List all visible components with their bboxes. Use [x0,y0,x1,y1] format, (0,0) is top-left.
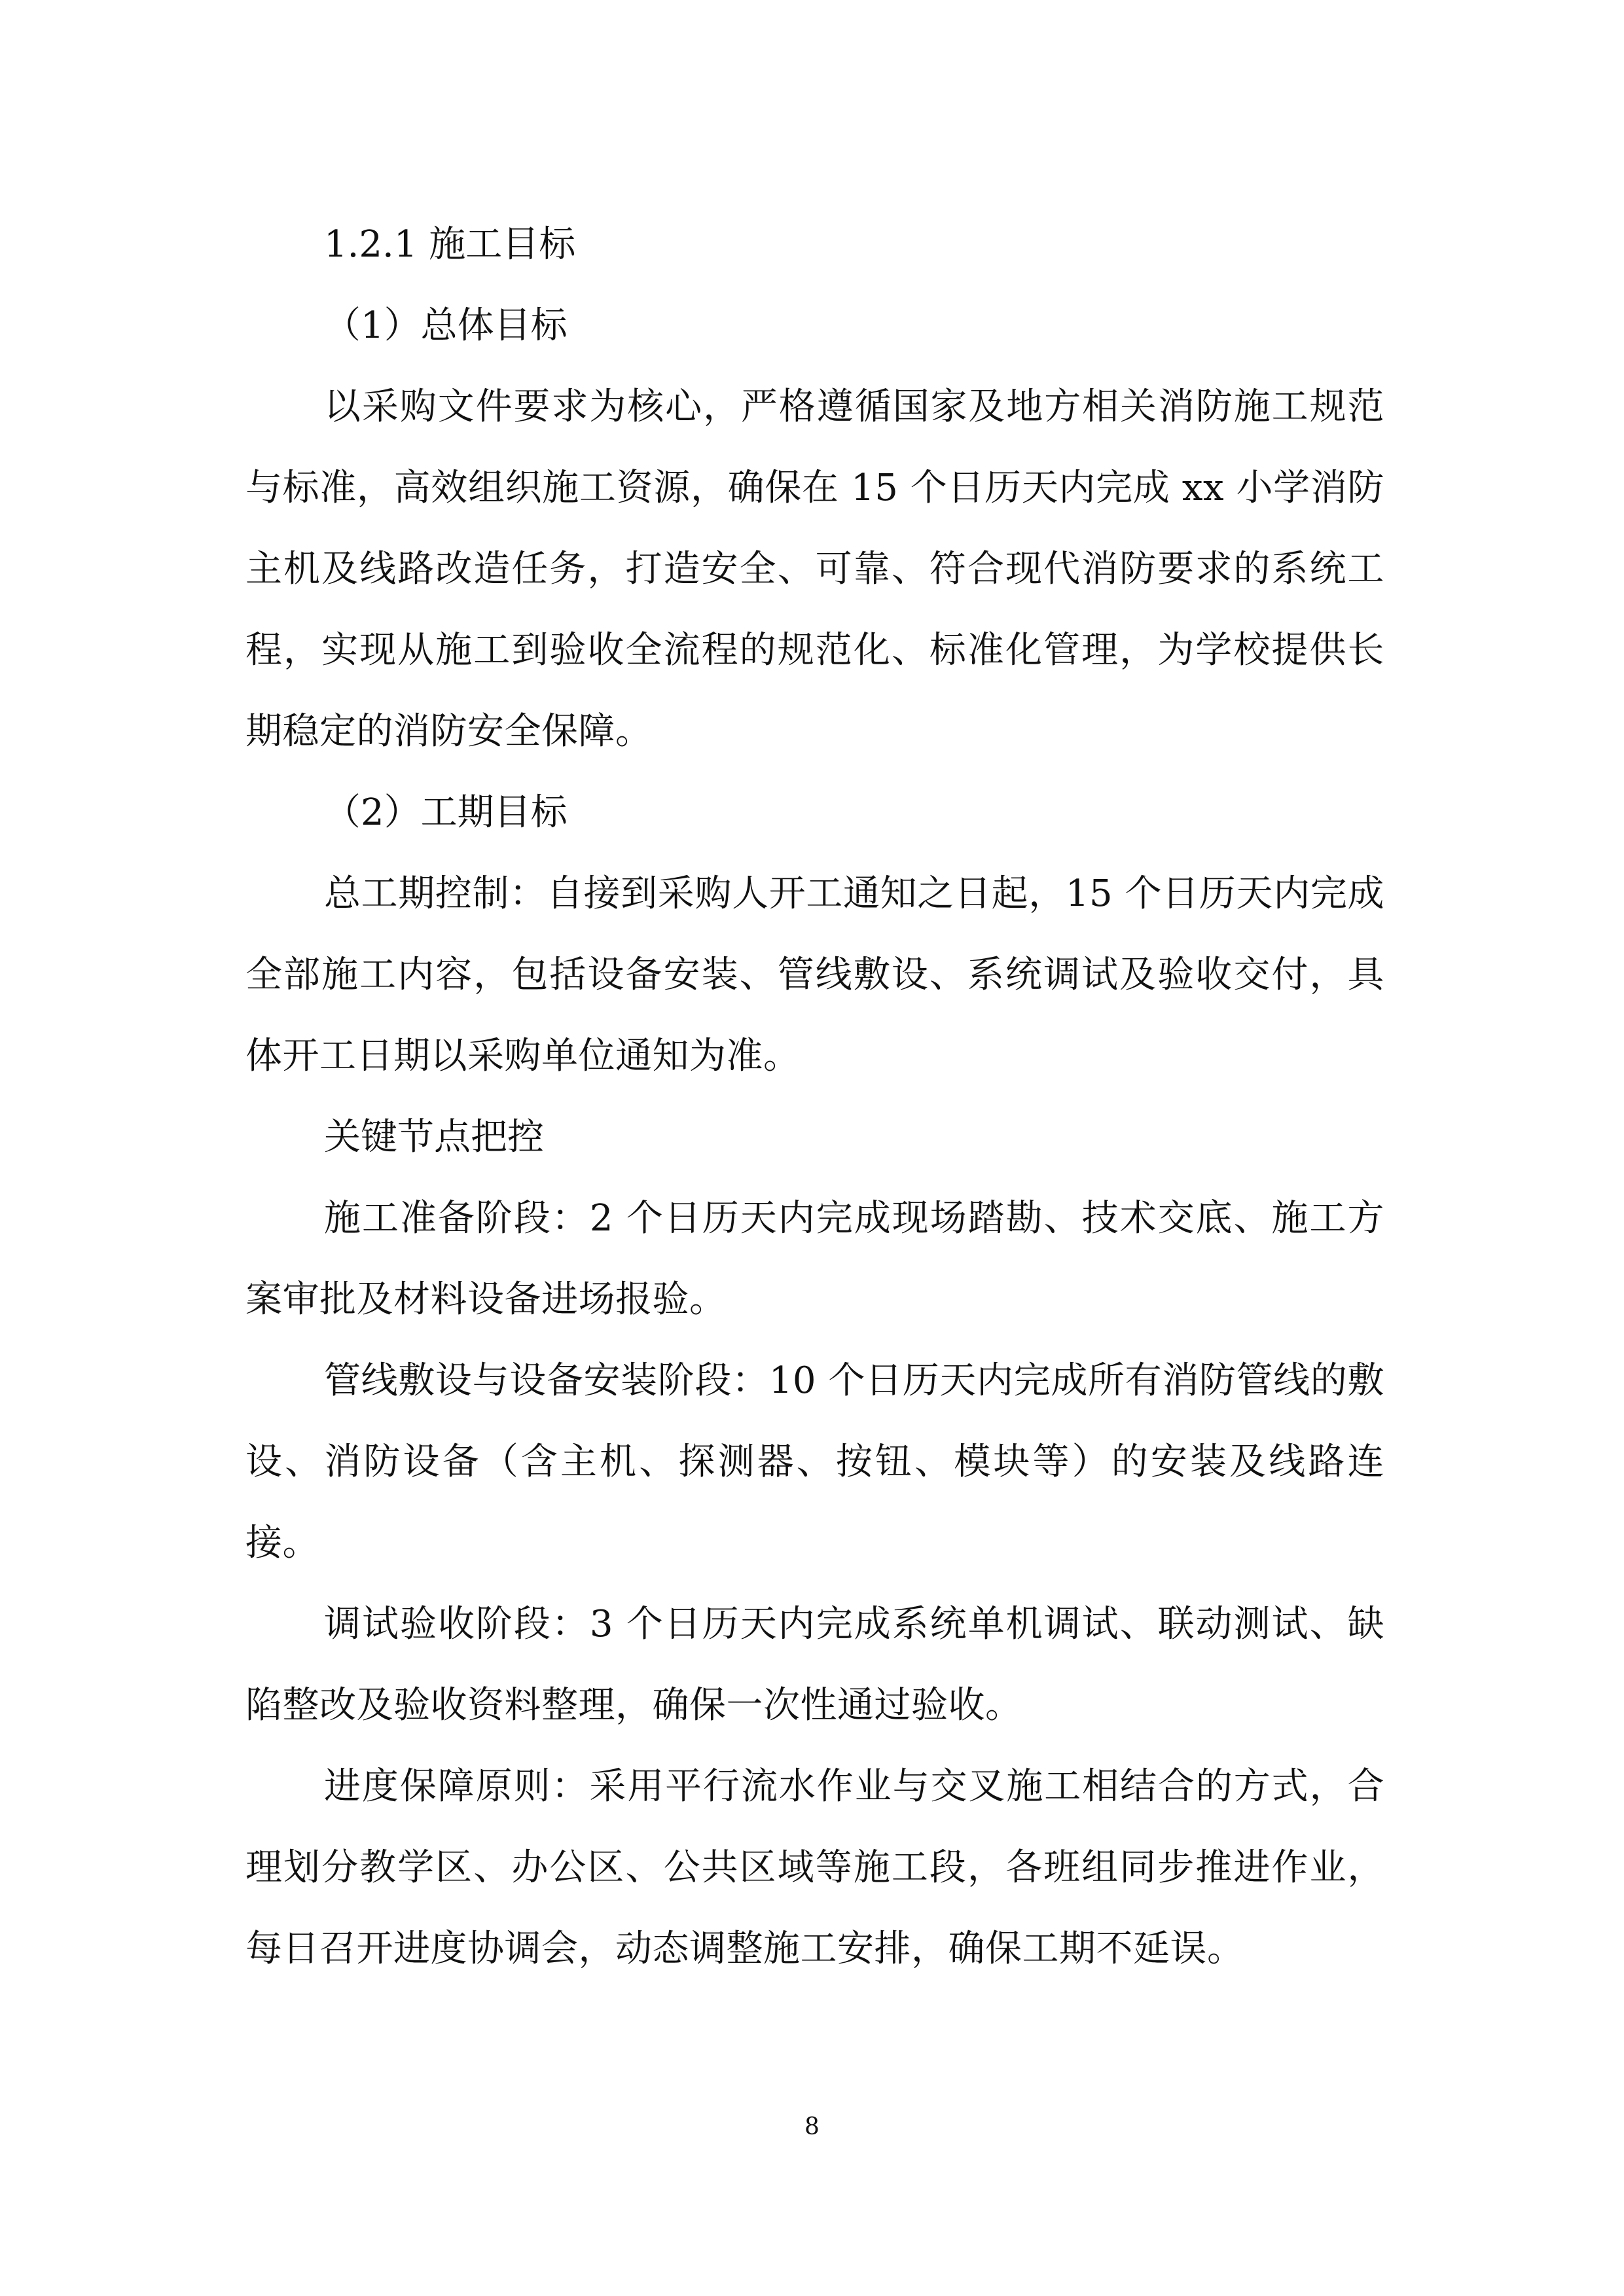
preparation-phase-paragraph: 施工准备阶段：2 个日历天内完成现场踏勘、技术交底、施工方案审批及材料设备进场报验。 [245,1197,1384,1321]
overall-target-heading: （1）总体目标 [324,304,568,347]
page-number: 8 [804,2113,820,2140]
section-heading: 1.2.1 施工目标 [324,223,576,266]
page-content [245,204,1384,1990]
overall-target-paragraph: 以采购文件要求为核心，严格遵循国家及地方相关消防施工规范与标准，高效组织施工资源，确保在 15 个日历天内完成 xx 小学消防主机及线路改造任务，打造安全、可靠、符合现代消防要求的系统工程，实现从施工到验收全流程的规范化、标准化管理，为学校提供长期稳定的消防安全保障。 [245,386,1384,753]
key-nodes-heading: 关键节点把控 [324,1116,544,1158]
schedule-target-heading: （2）工期目标 [324,791,568,834]
installation-phase-paragraph: 管线敷设与设备安装阶段：10 个日历天内完成所有消防管线的敷设、消防设备（含主机、探测器、按钮、模块等）的安装及线路连接。 [245,1359,1384,1564]
progress-principle-paragraph: 进度保障原则：采用平行流水作业与交叉施工相结合的方式，合理划分教学区、办公区、公共区域等施工段，各班组同步推进作业，每日召开进度协调会，动态调整施工安排，确保工期不延误。 [245,1765,1384,1970]
total-schedule-control-paragraph: 总工期控制：自接到采购人开工通知之日起，15 个日历天内完成全部施工内容，包括设备安装、管线敷设、系统调试及验收交付，具体开工日期以采购单位通知为准。 [245,872,1384,1077]
acceptance-phase-paragraph: 调试验收阶段：3 个日历天内完成系统单机调试、联动测试、缺陷整改及验收资料整理，确保一次性通过验收。 [245,1603,1384,1727]
